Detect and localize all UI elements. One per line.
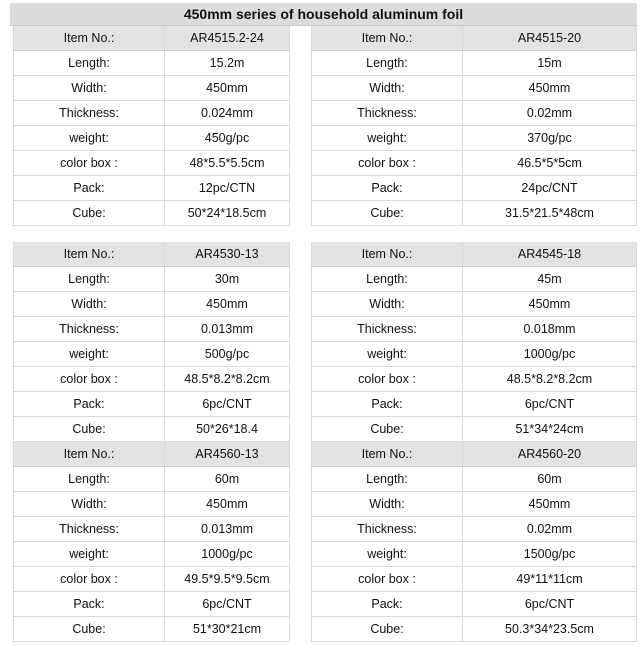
table-row — [14, 542, 290, 567]
label-cube: Cube: — [14, 417, 165, 442]
value-color-box: 48*5.5*5.5cm — [165, 151, 290, 176]
label-item-no: Item No.: — [312, 442, 463, 467]
table-row — [312, 517, 637, 542]
table-row — [312, 26, 637, 51]
label-color-box: color box : — [14, 151, 165, 176]
label-weight: weight: — [14, 542, 165, 567]
table-row — [312, 101, 637, 126]
label-cube: Cube: — [312, 617, 463, 642]
table-row — [312, 267, 637, 292]
spec-table-ar4515-20 — [311, 26, 637, 226]
value-item-no: AR4545-18 — [463, 242, 637, 267]
label-thickness: Thickness: — [312, 101, 463, 126]
label-length: Length: — [312, 51, 463, 76]
label-thickness: Thickness: — [312, 317, 463, 342]
value-weight: 1000g/pc — [463, 342, 637, 367]
table-row — [14, 567, 290, 592]
table-row — [14, 176, 290, 201]
label-width: Width: — [14, 292, 165, 317]
table-row — [14, 442, 290, 467]
label-pack: Pack: — [14, 176, 165, 201]
value-thickness: 0.013mm — [165, 317, 290, 342]
value-cube: 51*30*21cm — [165, 617, 290, 642]
table-row — [14, 492, 290, 517]
value-weight: 1000g/pc — [165, 542, 290, 567]
value-cube: 51*34*24cm — [463, 417, 637, 442]
value-color-box: 48.5*8.2*8.2cm — [463, 367, 637, 392]
table-row — [312, 151, 637, 176]
table-row — [312, 342, 637, 367]
table-row — [312, 176, 637, 201]
value-pack: 24pc/CNT — [463, 176, 637, 201]
spec-table-ar4545-18 — [311, 242, 637, 442]
value-length: 60m — [165, 467, 290, 492]
label-length: Length: — [14, 51, 165, 76]
label-width: Width: — [14, 492, 165, 517]
value-item-no: AR4515-20 — [463, 26, 637, 51]
label-length: Length: — [14, 467, 165, 492]
label-item-no: Item No.: — [14, 242, 165, 267]
label-cube: Cube: — [312, 201, 463, 226]
label-pack: Pack: — [14, 392, 165, 417]
table-row — [312, 201, 637, 226]
label-length: Length: — [14, 267, 165, 292]
table-row — [312, 367, 637, 392]
table-row — [312, 242, 637, 267]
table-row — [312, 467, 637, 492]
page-title: 450mm series of household aluminum foil — [10, 3, 637, 26]
spec-table-ar4560-13 — [13, 442, 290, 642]
label-length: Length: — [312, 267, 463, 292]
label-cube: Cube: — [14, 617, 165, 642]
table-row — [14, 392, 290, 417]
table-row — [312, 592, 637, 617]
table-row — [312, 76, 637, 101]
label-thickness: Thickness: — [312, 517, 463, 542]
value-cube: 50*26*18.4 — [165, 417, 290, 442]
table-row — [14, 126, 290, 151]
label-weight: weight: — [312, 342, 463, 367]
label-width: Width: — [312, 492, 463, 517]
value-width: 450mm — [463, 492, 637, 517]
label-width: Width: — [312, 292, 463, 317]
table-row — [14, 267, 290, 292]
label-color-box: color box : — [14, 367, 165, 392]
label-cube: Cube: — [312, 417, 463, 442]
label-length: Length: — [312, 467, 463, 492]
label-item-no: Item No.: — [14, 26, 165, 51]
label-weight: weight: — [312, 126, 463, 151]
value-weight: 370g/pc — [463, 126, 637, 151]
value-thickness: 0.02mm — [463, 517, 637, 542]
table-row — [312, 51, 637, 76]
label-color-box: color box : — [312, 567, 463, 592]
table-row — [14, 367, 290, 392]
value-length: 15.2m — [165, 51, 290, 76]
label-weight: weight: — [14, 126, 165, 151]
value-color-box: 48.5*8.2*8.2cm — [165, 367, 290, 392]
table-row — [14, 467, 290, 492]
table-row — [14, 201, 290, 226]
value-length: 60m — [463, 467, 637, 492]
label-thickness: Thickness: — [14, 317, 165, 342]
table-row — [312, 492, 637, 517]
value-item-no: AR4515.2-24 — [165, 26, 290, 51]
table-row — [14, 242, 290, 267]
table-row — [14, 151, 290, 176]
label-width: Width: — [14, 76, 165, 101]
table-row — [312, 617, 637, 642]
table-row — [14, 617, 290, 642]
label-pack: Pack: — [312, 176, 463, 201]
value-length: 30m — [165, 267, 290, 292]
label-cube: Cube: — [14, 201, 165, 226]
spec-table-ar4560-20 — [311, 442, 637, 642]
table-row — [312, 317, 637, 342]
value-length: 15m — [463, 51, 637, 76]
value-pack: 6pc/CNT — [463, 392, 637, 417]
label-thickness: Thickness: — [14, 101, 165, 126]
table-row — [14, 592, 290, 617]
table-row — [312, 442, 637, 467]
table-row — [14, 292, 290, 317]
value-item-no: AR4560-13 — [165, 442, 290, 467]
label-pack: Pack: — [14, 592, 165, 617]
table-row — [14, 51, 290, 76]
label-item-no: Item No.: — [312, 26, 463, 51]
value-cube: 50*24*18.5cm — [165, 201, 290, 226]
table-row — [14, 101, 290, 126]
value-width: 450mm — [463, 76, 637, 101]
value-thickness: 0.018mm — [463, 317, 637, 342]
value-color-box: 49.5*9.5*9.5cm — [165, 567, 290, 592]
label-item-no: Item No.: — [14, 442, 165, 467]
table-row — [312, 392, 637, 417]
value-width: 450mm — [165, 76, 290, 101]
label-pack: Pack: — [312, 392, 463, 417]
label-color-box: color box : — [312, 151, 463, 176]
table-row — [14, 26, 290, 51]
spec-table-ar4530-13 — [13, 242, 290, 442]
value-width: 450mm — [463, 292, 637, 317]
table-row — [14, 317, 290, 342]
value-thickness: 0.024mm — [165, 101, 290, 126]
table-row — [14, 76, 290, 101]
table-row — [14, 342, 290, 367]
value-weight: 500g/pc — [165, 342, 290, 367]
label-weight: weight: — [14, 342, 165, 367]
label-color-box: color box : — [312, 367, 463, 392]
value-pack: 12pc/CTN — [165, 176, 290, 201]
label-pack: Pack: — [312, 592, 463, 617]
value-color-box: 49*11*11cm — [463, 567, 637, 592]
value-pack: 6pc/CNT — [165, 392, 290, 417]
value-item-no: AR4530-13 — [165, 242, 290, 267]
label-item-no: Item No.: — [312, 242, 463, 267]
value-cube: 31.5*21.5*48cm — [463, 201, 637, 226]
value-thickness: 0.013mm — [165, 517, 290, 542]
value-pack: 6pc/CNT — [463, 592, 637, 617]
value-color-box: 46.5*5*5cm — [463, 151, 637, 176]
value-width: 450mm — [165, 492, 290, 517]
table-row — [312, 542, 637, 567]
table-row — [312, 126, 637, 151]
table-row — [312, 292, 637, 317]
value-cube: 50.3*34*23.5cm — [463, 617, 637, 642]
value-width: 450mm — [165, 292, 290, 317]
value-pack: 6pc/CNT — [165, 592, 290, 617]
table-row — [14, 517, 290, 542]
table-row — [14, 417, 290, 442]
value-thickness: 0.02mm — [463, 101, 637, 126]
value-item-no: AR4560-20 — [463, 442, 637, 467]
value-weight: 1500g/pc — [463, 542, 637, 567]
label-weight: weight: — [312, 542, 463, 567]
label-color-box: color box : — [14, 567, 165, 592]
table-row — [312, 417, 637, 442]
table-row — [312, 567, 637, 592]
label-width: Width: — [312, 76, 463, 101]
value-length: 45m — [463, 267, 637, 292]
spec-table-ar4515-2-24 — [13, 26, 290, 226]
label-thickness: Thickness: — [14, 517, 165, 542]
value-weight: 450g/pc — [165, 126, 290, 151]
